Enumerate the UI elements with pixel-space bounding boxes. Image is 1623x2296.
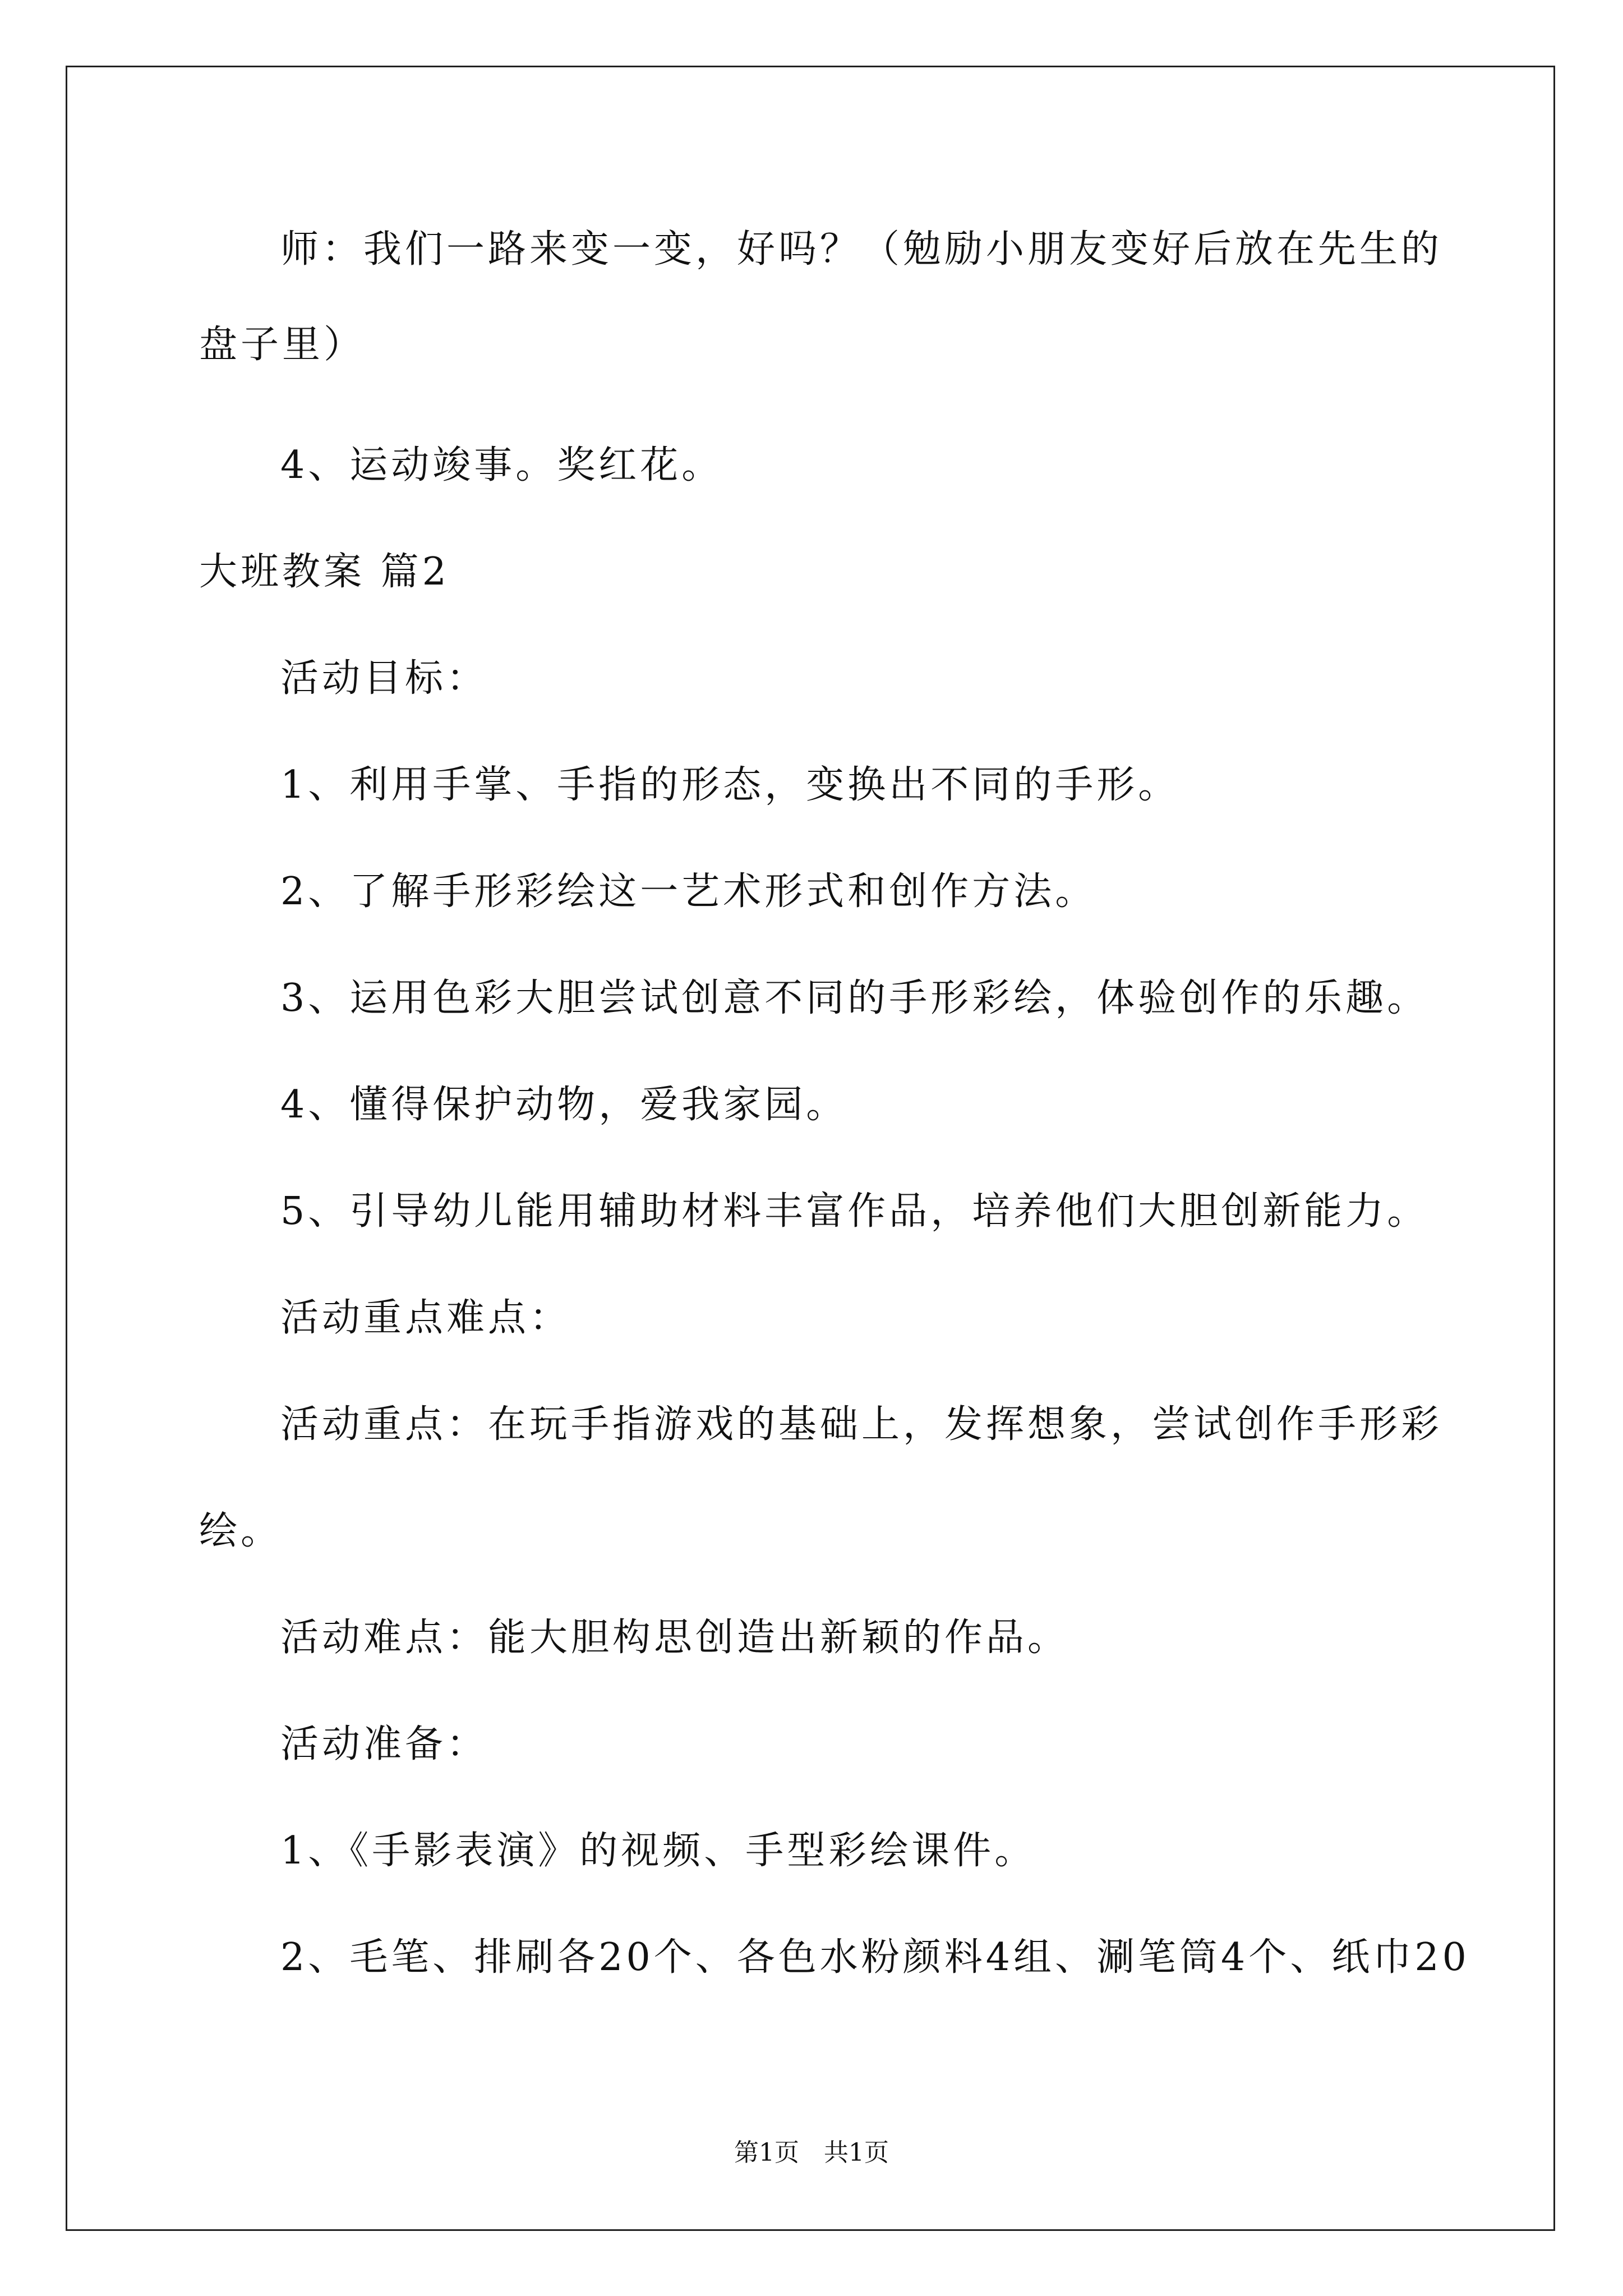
paragraph-line: 5、引导幼儿能用辅助材料丰富作品，培养他们大胆创新能力。 — [280, 1189, 1429, 1234]
page-frame — [66, 66, 1555, 2231]
page-footer — [0, 2137, 1623, 2169]
paragraph-line: 活动准备： — [280, 1722, 488, 1766]
paragraph-line: 活动重点：在玩手指游戏的基础上，发挥想象，尝试创作手形彩 — [280, 1402, 1443, 1447]
paragraph-line: 2、了解手形彩绘这一艺术形式和创作方法。 — [280, 869, 1097, 914]
paragraph-line: 活动目标： — [280, 656, 488, 701]
paragraph-line: 1、利用手掌、手指的形态，变换出不同的手形。 — [280, 763, 1180, 807]
paragraph-line: 1、《手影表演》的视频、手型彩绘课件。 — [280, 1829, 1036, 1873]
page-total: 共1页 — [824, 2138, 889, 2167]
paragraph-line: 盘子里） — [199, 323, 366, 367]
paragraph-line: 3、运用色彩大胆尝试创意不同的手形彩绘，体验创作的乐趣。 — [280, 976, 1429, 1020]
paragraph-line: 4、懂得保护动物，爱我家园。 — [280, 1083, 848, 1127]
paragraph-line: 2、毛笔、排刷各20个、各色水粉颜料4组、涮笔筒4个、纸巾20 — [280, 1935, 1470, 1980]
paragraph-line: 活动难点：能大胆构思创造出新颖的作品。 — [280, 1616, 1069, 1660]
paragraph-line: 活动重点难点： — [280, 1296, 571, 1340]
page-number: 第1页 — [734, 2138, 799, 2167]
paragraph-line: 师：我们一路来变一变，好吗？（勉励小朋友变好后放在先生的 — [280, 227, 1443, 272]
paragraph-line: 4、运动竣事。奖红花。 — [280, 443, 723, 487]
paragraph-line: 绘。 — [199, 1509, 283, 1553]
section-heading: 大班教案 篇2 — [199, 550, 450, 594]
